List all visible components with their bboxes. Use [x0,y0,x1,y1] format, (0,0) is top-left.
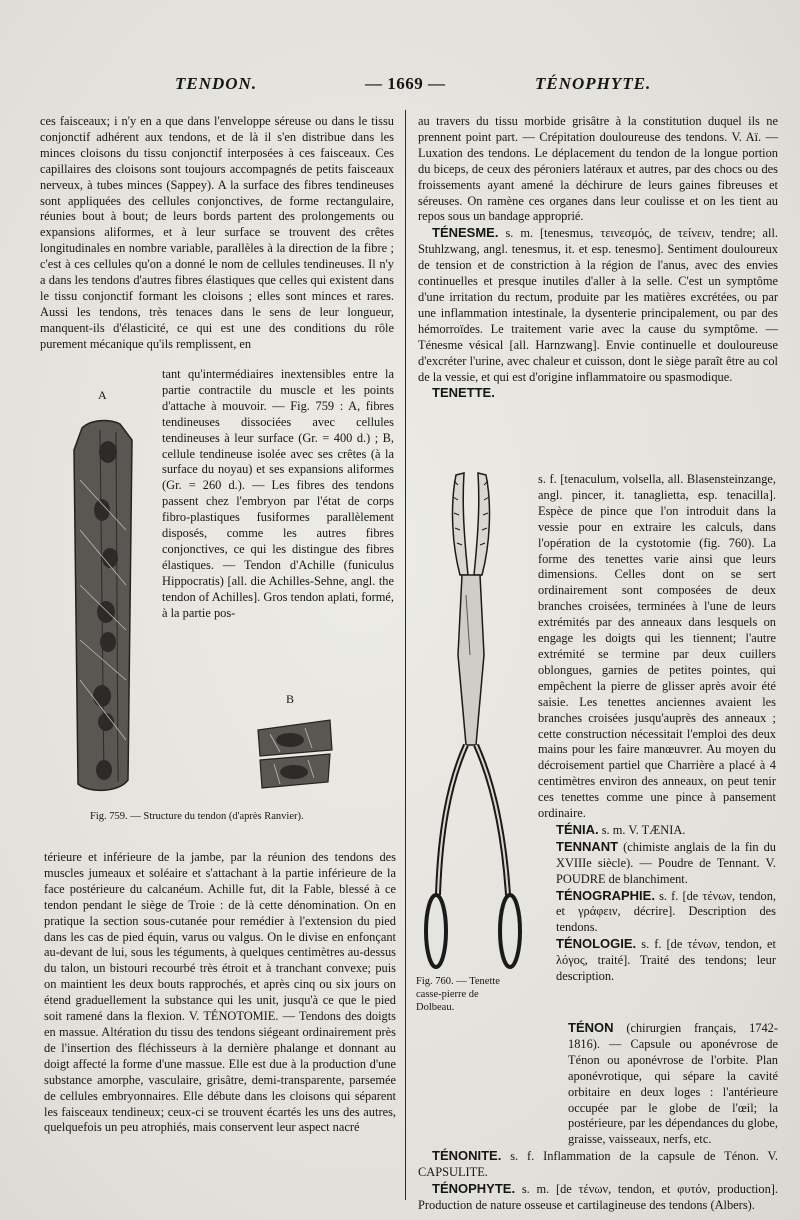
entry-body: s. m. [de τένων, tendon, et φυτόν, production]. Production de nature osseuse et cartilagineuse des tendons (Albers). [418,1182,778,1212]
right-column-bottom-text [418,1020,778,1214]
entry-tenonite [418,1148,778,1181]
figure-759-caption: Fig. 759. — Structure du tendon (d'après Ranvier). [90,811,304,822]
left-column-top-text [40,114,394,353]
headword: TÉNESME. [432,225,499,241]
headword: TÉNONITE. [432,1148,502,1164]
tenette-forceps-illustration [418,455,528,985]
headword: TÉNON [568,1020,614,1035]
headword: TÉNOPHYTE. [432,1181,516,1197]
entry-body: s. f. [tenaculum, volsella, all. Blasensteinzange, angl. pincer, it. tanaglietta, esp. tenacilla]. Espèce de pince que l'on introduit dans la vessie pour en extraire les calculs, dans l'opération de la cystotomie (fig. 760). La forme des tenettes varie ainsi que leurs dimensions. Celles dont on se sert ordinairement sont composées de deux branches croisées, terminées à l'une de leurs extrémités par des anneaux dans lesquels on engage les doigts qui les tiennent; l'autre extrémité se termine par deux cuillers oblongues, garnies de petites pointes, qui empêchent la pierre de glisser après avoir été saisie. Les tenettes anciennes avaient les branches croisées jusqu'auprès des anneaux ; cette construction nécessitait l'emploi des deux mains pour les faire manœuvrer. Au moyen du décroisement partiel que Charrière a placé à 4 centimètres environ des anneaux, on peut tenir ces tenettes comme une pince à pansement ordinaire. [538,472,776,821]
headword: TENNANT [556,838,619,854]
headword: TÉNIA. [556,821,599,837]
entry-body: s. m. [tenesmus, τεινεσμός, de τείνειν, tendre; all. Stuhlzwang, angl. tenesmus, it. et esp. tenesmo]. Sentiment douloureux de tension et de constriction à la région de l'anus, avec des envies continuelles et presque inutiles d'aller à la selle. C'est un symptôme d'une irritation du rectum, produite par les matières excrétées, ou par une inflammation intestinale, la dysenterie principalement, ou par des hémorroïdes. Le traitement varie avec la cause du symptôme. — Ténesme vésical [all. Harnzwang]. Envie continuelle et douloureuse d'excréter l'urine, avec chaleur et cuisson, dont le siège paraît être au col de la vessie, et qui est d'origine inflammatoire ou spasmodique. [418,226,778,384]
entry-tenia [538,822,776,839]
paragraph: tant qu'intermédiaires inextensibles entre la partie contractile du muscle et les points d'attache à mouvoir. — Fig. 759 : A, fibres tendineuses dissociées avec cellules tendineuses à leur surface (Gr. = 400 d.) ; B, cellule tendineuse isolée avec ses crêtes (à la surface du noyau) et ses expansions aliformes (Gr. = 260 d.). — Les fibres des tendons passent chez l'embryon par l'état de corps fibro-plastiques fusiformes parallèlement disposés, comme les autres fibres conjonctives, ce qui les distingue des fibres élastiques. — Tendon d'Achille (funiculus Hippocratis) [all. die Achilles-Sehne, angl. the tendon of Achilles]. Gros tendon aplati, formé, à la partie pos- [162,367,394,620]
paragraph: ces faisceaux; i n'y en a que dans l'enveloppe séreuse ou dans le tissu conjonctif adhérent aux tendons, et de là il s'en distribue dans les minces cloisons du tissu conjonctif interposées à ces faisceaux. Ces capillaires des cloisons sont toujours accompagnés de petits faisceaux nerveux, à tubes minces (Sappey). A la surface des fibres tendineuses sont appliquées des cellules conjonctives, de forme rectangulaire, réunies bout à bout; de leurs bords partent des prolongements ou expansions aliformes, et à leur surface se trouvent des crêtes longitudinales en nombre variable, parallèles à la direction de la fibre ; c'est à ces cellules qu'on a donné le nom de cellules tendineuses. Il n'y a dans les tendons d'autres fibres élastiques que celles qui existent dans le tissu conjonctif formant les cloisons ; elles sont minces et rares. Aussi les tendons, très tenaces dans le sens de leur longueur, manquent-ils d'élasticité, ce qui est une des conditions du rôle purement mécanique qu'ils remplissent, en [40,114,394,351]
entry-body: (chirurgien français, 1742-1816). — Capsule ou aponévrose de Ténon ou aponévrose de l'orbite. Plan aponévrotique, qui sépare la cavité orbitaire en deux loges : l'antérieure occupée par le globe de l'œil; la postérieure, par les dépendances du globe, graisse, vaisseaux, nerfs, etc. [568,1021,778,1147]
entry-body: s. f. [de τένων, tendon, et λόγος, traité]. Traité des tendons; leur description. [556,937,776,984]
entry-body: s. f. Inflammation de la capsule de Ténon. V. CAPSULITE. [418,1149,778,1180]
entry-tenesme [418,225,778,385]
entry-tenophyte [418,1181,778,1214]
figure-label-a: A [98,388,107,402]
right-column-top-text [418,114,778,402]
figure-760-caption: Fig. 760. — Tenette casse-pierre de Dolbeau. [416,976,500,1013]
column-divider [405,110,406,1200]
figure-label-b: B [286,692,295,706]
left-column-bottom-text [44,850,396,1136]
entry-tenographie [538,888,776,937]
entry-body: s. m. V. TÆNIA. [601,822,686,837]
headword: TÉNOGRAPHIE. [556,887,655,903]
entry-tenologie [538,936,776,985]
paragraph: térieure et inférieure de la jambe, par la réunion des tendons des muscles jumeaux et soléaire et s'attachant à la partie inférieure de la face postérieure du calcanéum. Achille fut, dit la Fable, blessé à ce tendon pendant le siège de Troie : de là cette dénomination. On en pratique la section sous-cutanée pour remédier à l'extension du pied dans les cas de pied équin, varus ou valgus. On le divise en enfonçant au-devant de lui, sous les téguments, à quelques centimètres au-dessus du talon, un bistouri recourbé très étroit et à tranchant convexe; puis on maintient les deux bouts rapprochés, et après cinq ou six jours on étend graduellement la substance qui les unit, jusqu'à ce que le pied soit ramené dans la flexion. V. TÉNOTOMIE. — Tendons des doigts en massue. Altération du tissu des tendons siégeant ordinairement près de l'insertion des fléchisseurs à la dernière phalange et donnant au doigt affecté la forme d'une massue. Elle est due à la production d'une substance amorphe, vasculaire, grisâtre, demi-transparente, parsemée de cellules embryonnaires. Elle débute dans les cloisons qui séparent les faisceaux tendineux; ceux-ci se trouvent écartés les uns des autres, quelquefois un peu atrophiés, mais conservent leur aspect nacré [44,850,396,1135]
page-number: — 1669 — [365,74,446,93]
entry-tennant [538,839,776,888]
tendon-fiber-illustration [60,380,160,800]
left-column-mid-text [162,367,394,622]
headword: TENETTE. [432,385,495,401]
tendon-cell-illustration [250,690,340,790]
page-header [0,74,800,98]
headword: TÉNOLOGIE. [556,936,637,952]
paragraph: au travers du tissu morbide grisâtre à la constitution duquel ils ne prennent point part. — Crépitation douloureuse des tendons. V. Aï. — Luxation des tendons. Le déplacement du tendon de la longue portion du biceps, de ceux des péroniers latéraux et autres, par des chocs ou des froissements ayant amené la déchirure de leurs gaines fibreuses et séreuses. On ramène ces organes dans leur coulisse et on les tient au repos sous un bandage approprié. [418,114,778,224]
header-right-word: TÉNOPHYTE. [535,74,652,93]
entry-body: (chimiste anglais de la fin du XVIIIe siècle). — Poudre de Tennant. V. POUDRE de blanchiment. [556,839,776,886]
right-column-mid-text [538,472,776,985]
entry-tenon [418,1020,778,1148]
entry-tenette-start [418,385,778,402]
entry-body: s. f. [de τένων, tendon, et γράφειν, décrire]. Description des tendons. [556,888,776,935]
header-left-word: TENDON. [175,74,258,93]
